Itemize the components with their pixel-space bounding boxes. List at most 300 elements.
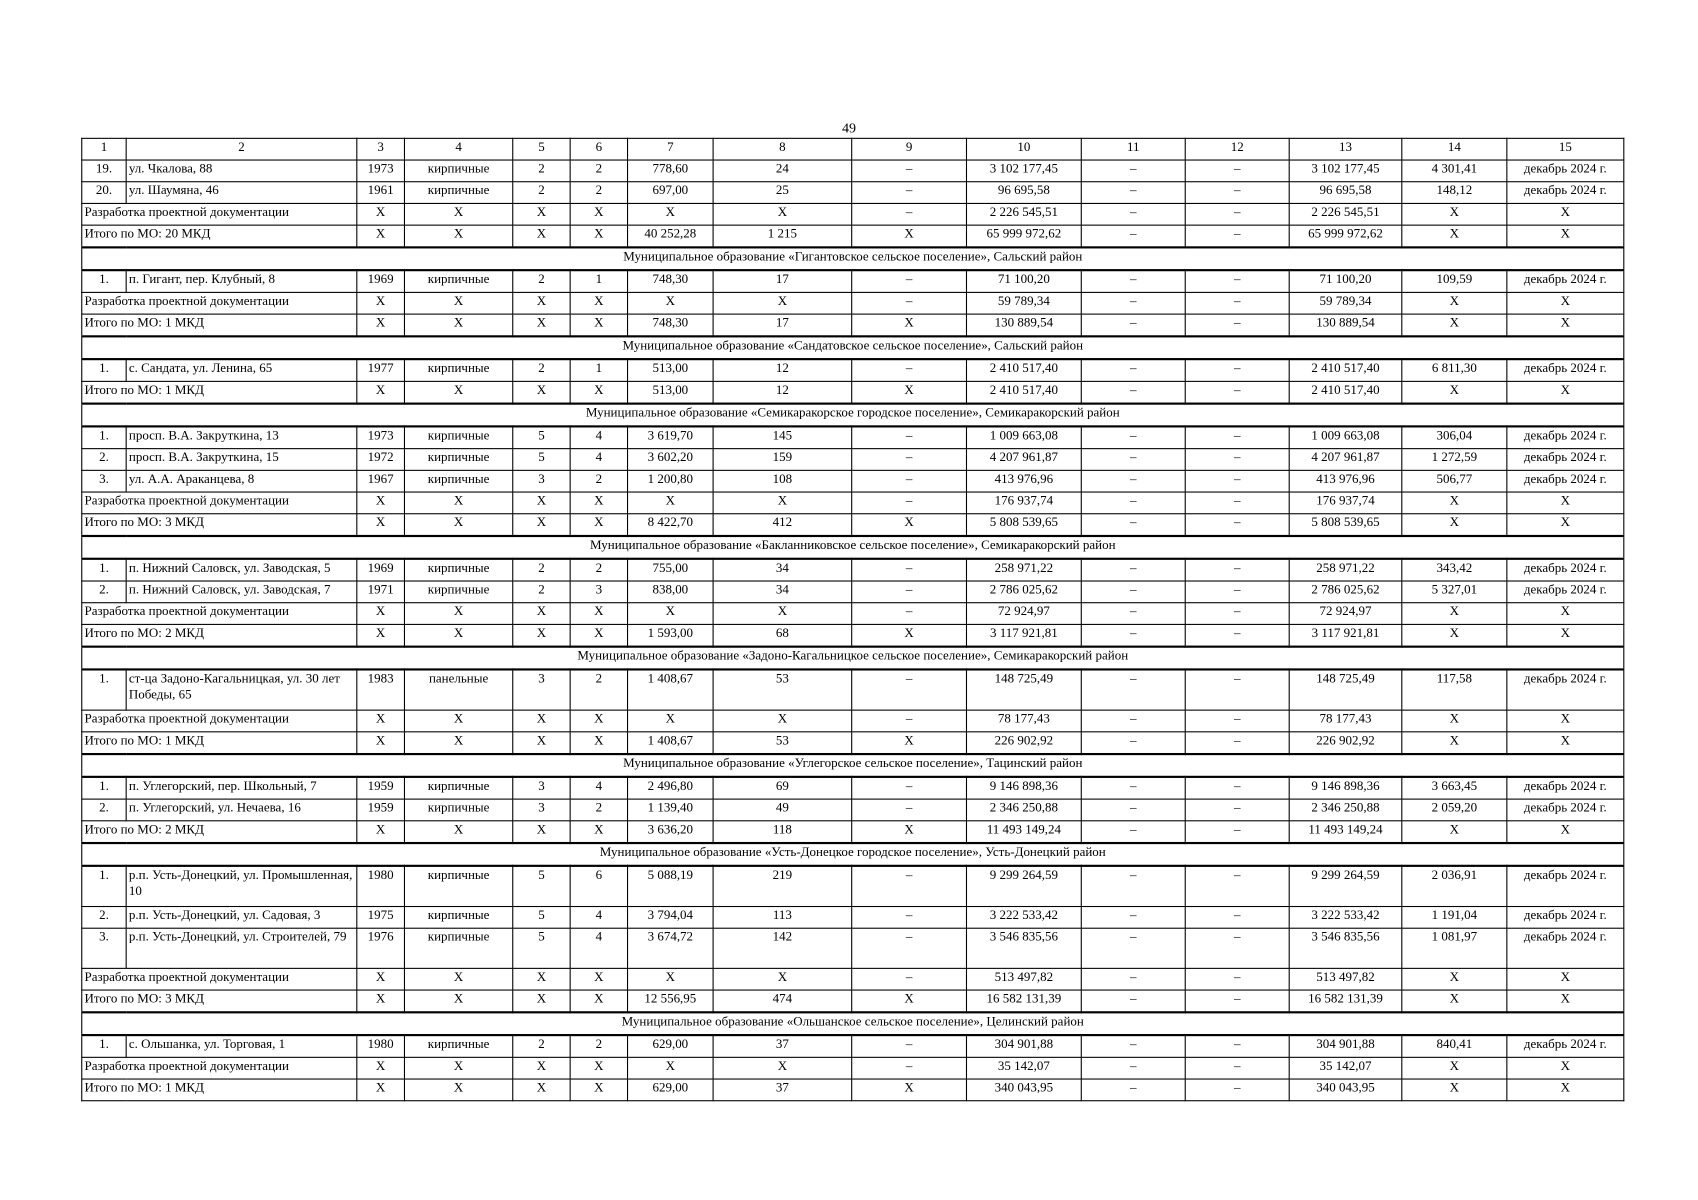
table-cell: 65 999 972,62 [1289,225,1402,247]
table-cell: – [1081,603,1185,625]
table-cell: кирпичные [404,470,512,492]
table-cell: 3 602,20 [628,449,714,471]
table-cell: 838,00 [628,581,714,603]
table-cell: Х [404,1079,512,1101]
table-cell: Х [513,314,570,336]
table-cell: Х [852,821,967,843]
table-cell: Х [570,381,627,403]
table-cell: Х [513,603,570,625]
row-number: 1. [82,426,126,448]
table-cell: – [1081,359,1185,381]
table-cell: Х [1402,225,1507,247]
table-cell: Х [357,314,405,336]
table-cell: Х [513,710,570,732]
table-cell: – [1081,799,1185,821]
table-cell: 53 [713,669,852,710]
table-cell: Х [713,1057,852,1079]
table-cell: 12 556,95 [628,990,714,1012]
table-cell: 78 177,43 [1289,710,1402,732]
table-cell: – [852,968,967,990]
table-cell: Х [513,514,570,536]
table-cell: – [852,270,967,292]
table-cell: 16 582 131,39 [1289,990,1402,1012]
table-cell: Х [713,710,852,732]
table-cell: 340 043,95 [1289,1079,1402,1101]
summary-label: Итого по МО: 1 МКД [82,732,357,754]
building-row [82,669,1624,710]
table-cell: 1961 [357,182,405,204]
table-cell: – [1185,1057,1289,1079]
table-cell: Х [570,203,627,225]
table-cell: декабрь 2024 г. [1507,449,1624,471]
table-cell: Х [1507,710,1624,732]
table-cell: – [1081,1035,1185,1057]
table-cell: Х [713,968,852,990]
table-cell: 2 [570,1035,627,1057]
table-cell: 1973 [357,426,405,448]
table-cell: Х [404,381,512,403]
table-cell: 4 207 961,87 [1289,449,1402,471]
table-cell: – [852,928,967,968]
table-cell: – [1185,470,1289,492]
row-number: 1. [82,559,126,581]
table-cell: 176 937,74 [1289,492,1402,514]
municipality-section-row [82,536,1624,559]
table-cell: 65 999 972,62 [966,225,1081,247]
table-cell: 1973 [357,160,405,182]
table-cell: Х [513,624,570,646]
municipality-section-row [82,647,1624,670]
building-address: р.п. Усть-Донецкий, ул. Садовая, 3 [126,907,357,929]
municipality-title: Муниципальное образование «Углегорское сельское поселение», Тацинский район [82,754,1624,777]
table-cell: Х [357,225,405,247]
table-cell: декабрь 2024 г. [1507,777,1624,799]
table-cell: Х [513,732,570,754]
table-cell: кирпичные [404,270,512,292]
table-cell: Х [513,990,570,1012]
table-cell: 24 [713,160,852,182]
table-cell: 778,60 [628,160,714,182]
table-cell: 413 976,96 [1289,470,1402,492]
table-cell: 5 [513,449,570,471]
table-cell: декабрь 2024 г. [1507,799,1624,821]
table-cell: 2 496,80 [628,777,714,799]
building-row [82,907,1624,929]
table-cell: 1959 [357,799,405,821]
table-cell: Х [1507,732,1624,754]
table-cell: – [852,559,967,581]
table-cell: панельные [404,669,512,710]
table-cell: – [852,907,967,929]
table-cell: Х [1402,292,1507,314]
table-cell: 17 [713,314,852,336]
table-cell: 12 [713,381,852,403]
table-cell: 109,59 [1402,270,1507,292]
table-cell: 748,30 [628,270,714,292]
table-cell: – [1081,710,1185,732]
table-cell: – [852,449,967,471]
table-cell: 3 102 177,45 [1289,160,1402,182]
table-cell: 474 [713,990,852,1012]
table-cell: 117,58 [1402,669,1507,710]
table-cell: Х [1402,514,1507,536]
building-address: р.п. Усть-Донецкий, ул. Промышленная, 10 [126,866,357,907]
column-number: 10 [966,138,1081,160]
building-row [82,777,1624,799]
table-cell: Х [628,968,714,990]
table-cell: Х [513,292,570,314]
table-cell: 4 [570,777,627,799]
table-cell: 5 [513,426,570,448]
table-cell: – [1185,160,1289,182]
table-cell: – [1185,1079,1289,1101]
table-cell: Х [1507,1079,1624,1101]
table-cell: Х [570,710,627,732]
table-cell: – [1081,492,1185,514]
table-cell: Х [1402,203,1507,225]
summary-row [82,990,1624,1012]
table-cell: 1 215 [713,225,852,247]
table-cell: декабрь 2024 г. [1507,470,1624,492]
municipality-title: Муниципальное образование «Сандатовское сельское поселение», Сальский район [82,336,1624,359]
summary-row [82,292,1624,314]
table-cell: 71 100,20 [1289,270,1402,292]
table-cell: 3 [513,799,570,821]
table-cell: 304 901,88 [1289,1035,1402,1057]
building-address: п. Гигант, пер. Клубный, 8 [126,270,357,292]
building-row [82,182,1624,204]
table-cell: – [1081,182,1185,204]
row-number: 1. [82,270,126,292]
table-cell: 4 207 961,87 [966,449,1081,471]
table-cell: – [1185,928,1289,968]
table-cell: 3 546 835,56 [966,928,1081,968]
table-cell: 118 [713,821,852,843]
table-cell: Х [1402,1057,1507,1079]
table-cell: Х [404,603,512,625]
table-cell: – [1185,426,1289,448]
table-cell: 2 [570,182,627,204]
table-cell: 840,41 [1402,1035,1507,1057]
summary-label: Разработка проектной документации [82,492,357,514]
table-cell: 3 117 921,81 [1289,624,1402,646]
table-cell: – [1185,359,1289,381]
table-cell: 5 808 539,65 [1289,514,1402,536]
summary-label: Разработка проектной документации [82,203,357,225]
table-cell: – [1081,990,1185,1012]
table-cell: – [852,470,967,492]
table-cell: 3 674,72 [628,928,714,968]
table-cell: 130 889,54 [1289,314,1402,336]
column-number: 14 [1402,138,1507,160]
table-cell: 219 [713,866,852,907]
table-cell: 96 695,58 [1289,182,1402,204]
table-cell: Х [713,292,852,314]
table-cell: 148 725,49 [966,669,1081,710]
row-number: 2. [82,799,126,821]
table-cell: Х [852,1079,967,1101]
table-cell: 37 [713,1079,852,1101]
table-cell: – [852,1035,967,1057]
row-number: 20. [82,182,126,204]
table-cell: Х [404,968,512,990]
table-cell: кирпичные [404,866,512,907]
table-cell: Х [713,603,852,625]
summary-row [82,710,1624,732]
table-cell: 258 971,22 [1289,559,1402,581]
table-cell: 513 497,82 [966,968,1081,990]
table-cell: Х [570,1057,627,1079]
table-cell: 59 789,34 [966,292,1081,314]
table-cell: – [1185,314,1289,336]
table-cell: 748,30 [628,314,714,336]
table-cell: – [1185,603,1289,625]
table-cell: 4 [570,907,627,929]
row-number: 19. [82,160,126,182]
table-cell: 1972 [357,449,405,471]
building-row [82,270,1624,292]
table-cell: – [1081,732,1185,754]
table-cell: 2 [570,160,627,182]
table-cell: Х [1507,514,1624,536]
table-cell: – [1081,426,1185,448]
table-cell: 1969 [357,270,405,292]
table-cell: 1 200,80 [628,470,714,492]
table-cell: 25 [713,182,852,204]
table-cell: Х [1507,990,1624,1012]
table-cell: 2 [513,559,570,581]
table-cell: 3 [513,470,570,492]
table-cell: 78 177,43 [966,710,1081,732]
table-cell: – [852,203,967,225]
municipality-title: Муниципальное образование «Бакланниковское сельское поселение», Семикаракорский район [82,536,1624,559]
table-cell: декабрь 2024 г. [1507,581,1624,603]
table-cell: Х [1507,821,1624,843]
table-cell: декабрь 2024 г. [1507,270,1624,292]
table-cell: Х [404,1057,512,1079]
table-cell: декабрь 2024 г. [1507,559,1624,581]
table-cell: 2 786 025,62 [966,581,1081,603]
table-cell: 3 117 921,81 [966,624,1081,646]
table-cell: Х [570,225,627,247]
table-cell: Х [404,492,512,514]
table-cell: 340 043,95 [966,1079,1081,1101]
column-number: 5 [513,138,570,160]
building-address: просп. В.А. Закруткина, 15 [126,449,357,471]
summary-label: Итого по МО: 1 МКД [82,314,357,336]
table-cell: 1 272,59 [1402,449,1507,471]
table-cell: 35 142,07 [1289,1057,1402,1079]
table-cell: 513,00 [628,381,714,403]
table-cell: – [852,292,967,314]
table-cell: Х [357,492,405,514]
column-number: 1 [82,138,126,160]
building-row [82,426,1624,448]
table-cell: – [1081,314,1185,336]
table-cell: Х [1507,381,1624,403]
table-cell: 130 889,54 [966,314,1081,336]
table-cell: – [1185,292,1289,314]
table-cell: – [1185,270,1289,292]
table-cell: Х [852,732,967,754]
table-cell: 148,12 [1402,182,1507,204]
table-cell: 1980 [357,1035,405,1057]
table-cell: 2 [513,581,570,603]
table-cell: 68 [713,624,852,646]
table-cell: 1976 [357,928,405,968]
building-address: с. Ольшанка, ул. Торговая, 1 [126,1035,357,1057]
table-cell: – [1081,928,1185,968]
table-cell: – [852,359,967,381]
table-cell: 2 226 545,51 [1289,203,1402,225]
table-cell: Х [1507,968,1624,990]
table-cell: – [1185,514,1289,536]
table-cell: Х [1402,732,1507,754]
building-address: ул. А.А. Араканцева, 8 [126,470,357,492]
table-cell: – [852,426,967,448]
table-cell: – [1185,777,1289,799]
table-cell: Х [628,203,714,225]
table-cell: кирпичные [404,559,512,581]
table-cell: Х [1402,603,1507,625]
table-cell: – [1185,866,1289,907]
table-cell: 5 [513,928,570,968]
table-cell: 3 794,04 [628,907,714,929]
table-cell: – [1185,799,1289,821]
table-cell: – [1081,907,1185,929]
row-number: 1. [82,777,126,799]
table-cell: Х [357,968,405,990]
municipality-section-row [82,843,1624,866]
table-cell: 6 811,30 [1402,359,1507,381]
page-number: 49 [841,119,857,136]
summary-label: Разработка проектной документации [82,968,357,990]
table-cell: Х [1507,203,1624,225]
building-row [82,928,1624,968]
table-cell: Х [1402,968,1507,990]
building-address: ст-ца Задоно-Кагальницкая, ул. 30 лет Победы, 65 [126,669,357,710]
table-cell: 2 059,20 [1402,799,1507,821]
table-cell: 629,00 [628,1079,714,1101]
summary-label: Итого по МО: 1 МКД [82,1079,357,1101]
municipality-section-row [82,336,1624,359]
table-cell: Х [1507,225,1624,247]
table-cell: кирпичные [404,777,512,799]
column-number: 11 [1081,138,1185,160]
table-cell: 5 808 539,65 [966,514,1081,536]
building-row [82,449,1624,471]
table-cell: 2 786 025,62 [1289,581,1402,603]
table-cell: 3 102 177,45 [966,160,1081,182]
row-number: 1. [82,866,126,907]
table-cell: 1 009 663,08 [966,426,1081,448]
table-cell: Х [628,1057,714,1079]
table-cell: – [1185,381,1289,403]
table-cell: – [1081,270,1185,292]
table-cell: Х [357,381,405,403]
table-cell: 72 924,97 [1289,603,1402,625]
table-cell: – [1185,581,1289,603]
table-cell: 159 [713,449,852,471]
table-cell: – [1185,492,1289,514]
table-cell: Х [404,292,512,314]
table-cell: Х [513,492,570,514]
table-cell: – [852,1057,967,1079]
table-cell: – [1081,669,1185,710]
table-cell: 113 [713,907,852,929]
table-cell: 37 [713,1035,852,1057]
column-number: 15 [1507,138,1624,160]
table-cell: 1 191,04 [1402,907,1507,929]
table-cell: Х [357,624,405,646]
table-cell: 3 222 533,42 [1289,907,1402,929]
table-cell: Х [570,821,627,843]
table-cell: – [1185,203,1289,225]
table-cell: 413 976,96 [966,470,1081,492]
table-cell: – [1081,470,1185,492]
summary-label: Разработка проектной документации [82,292,357,314]
table-cell: 1 081,97 [1402,928,1507,968]
summary-label: Итого по МО: 1 МКД [82,381,357,403]
table-cell: декабрь 2024 г. [1507,182,1624,204]
table-cell: 1 139,40 [628,799,714,821]
column-number: 13 [1289,138,1402,160]
table-cell: 8 422,70 [628,514,714,536]
table-cell: – [1185,1035,1289,1057]
table-cell: 4 [570,426,627,448]
building-address: п. Углегорский, пер. Школьный, 7 [126,777,357,799]
table-cell: – [1185,968,1289,990]
table-cell: 142 [713,928,852,968]
table-cell: – [852,777,967,799]
column-number: 9 [852,138,967,160]
table-cell: Х [1507,492,1624,514]
table-cell: – [1081,381,1185,403]
table-cell: – [1185,624,1289,646]
table-cell: – [1081,559,1185,581]
table-cell: Х [570,314,627,336]
table-cell: Х [357,821,405,843]
table-cell: Х [570,492,627,514]
municipality-section-row [82,1012,1624,1035]
row-number: 2. [82,581,126,603]
table-cell: – [1081,449,1185,471]
table-cell: – [1081,581,1185,603]
building-row [82,866,1624,907]
table-cell: – [1185,225,1289,247]
table-cell: кирпичные [404,907,512,929]
column-number: 4 [404,138,512,160]
building-address: п. Нижний Саловск, ул. Заводская, 5 [126,559,357,581]
table-cell: 629,00 [628,1035,714,1057]
table-cell: 304 901,88 [966,1035,1081,1057]
table-cell: 2 [570,669,627,710]
table-cell: декабрь 2024 г. [1507,928,1624,968]
table-cell: Х [1402,1079,1507,1101]
table-cell: 1 408,67 [628,669,714,710]
table-cell: 53 [713,732,852,754]
table-cell: 1 408,67 [628,732,714,754]
table-cell: – [1081,777,1185,799]
table-cell: 1967 [357,470,405,492]
table-cell: декабрь 2024 г. [1507,1035,1624,1057]
table-cell: Х [1507,603,1624,625]
column-number: 12 [1185,138,1289,160]
table-cell: – [852,581,967,603]
table-cell: кирпичные [404,581,512,603]
table-cell: 1977 [357,359,405,381]
table-cell: 1983 [357,669,405,710]
